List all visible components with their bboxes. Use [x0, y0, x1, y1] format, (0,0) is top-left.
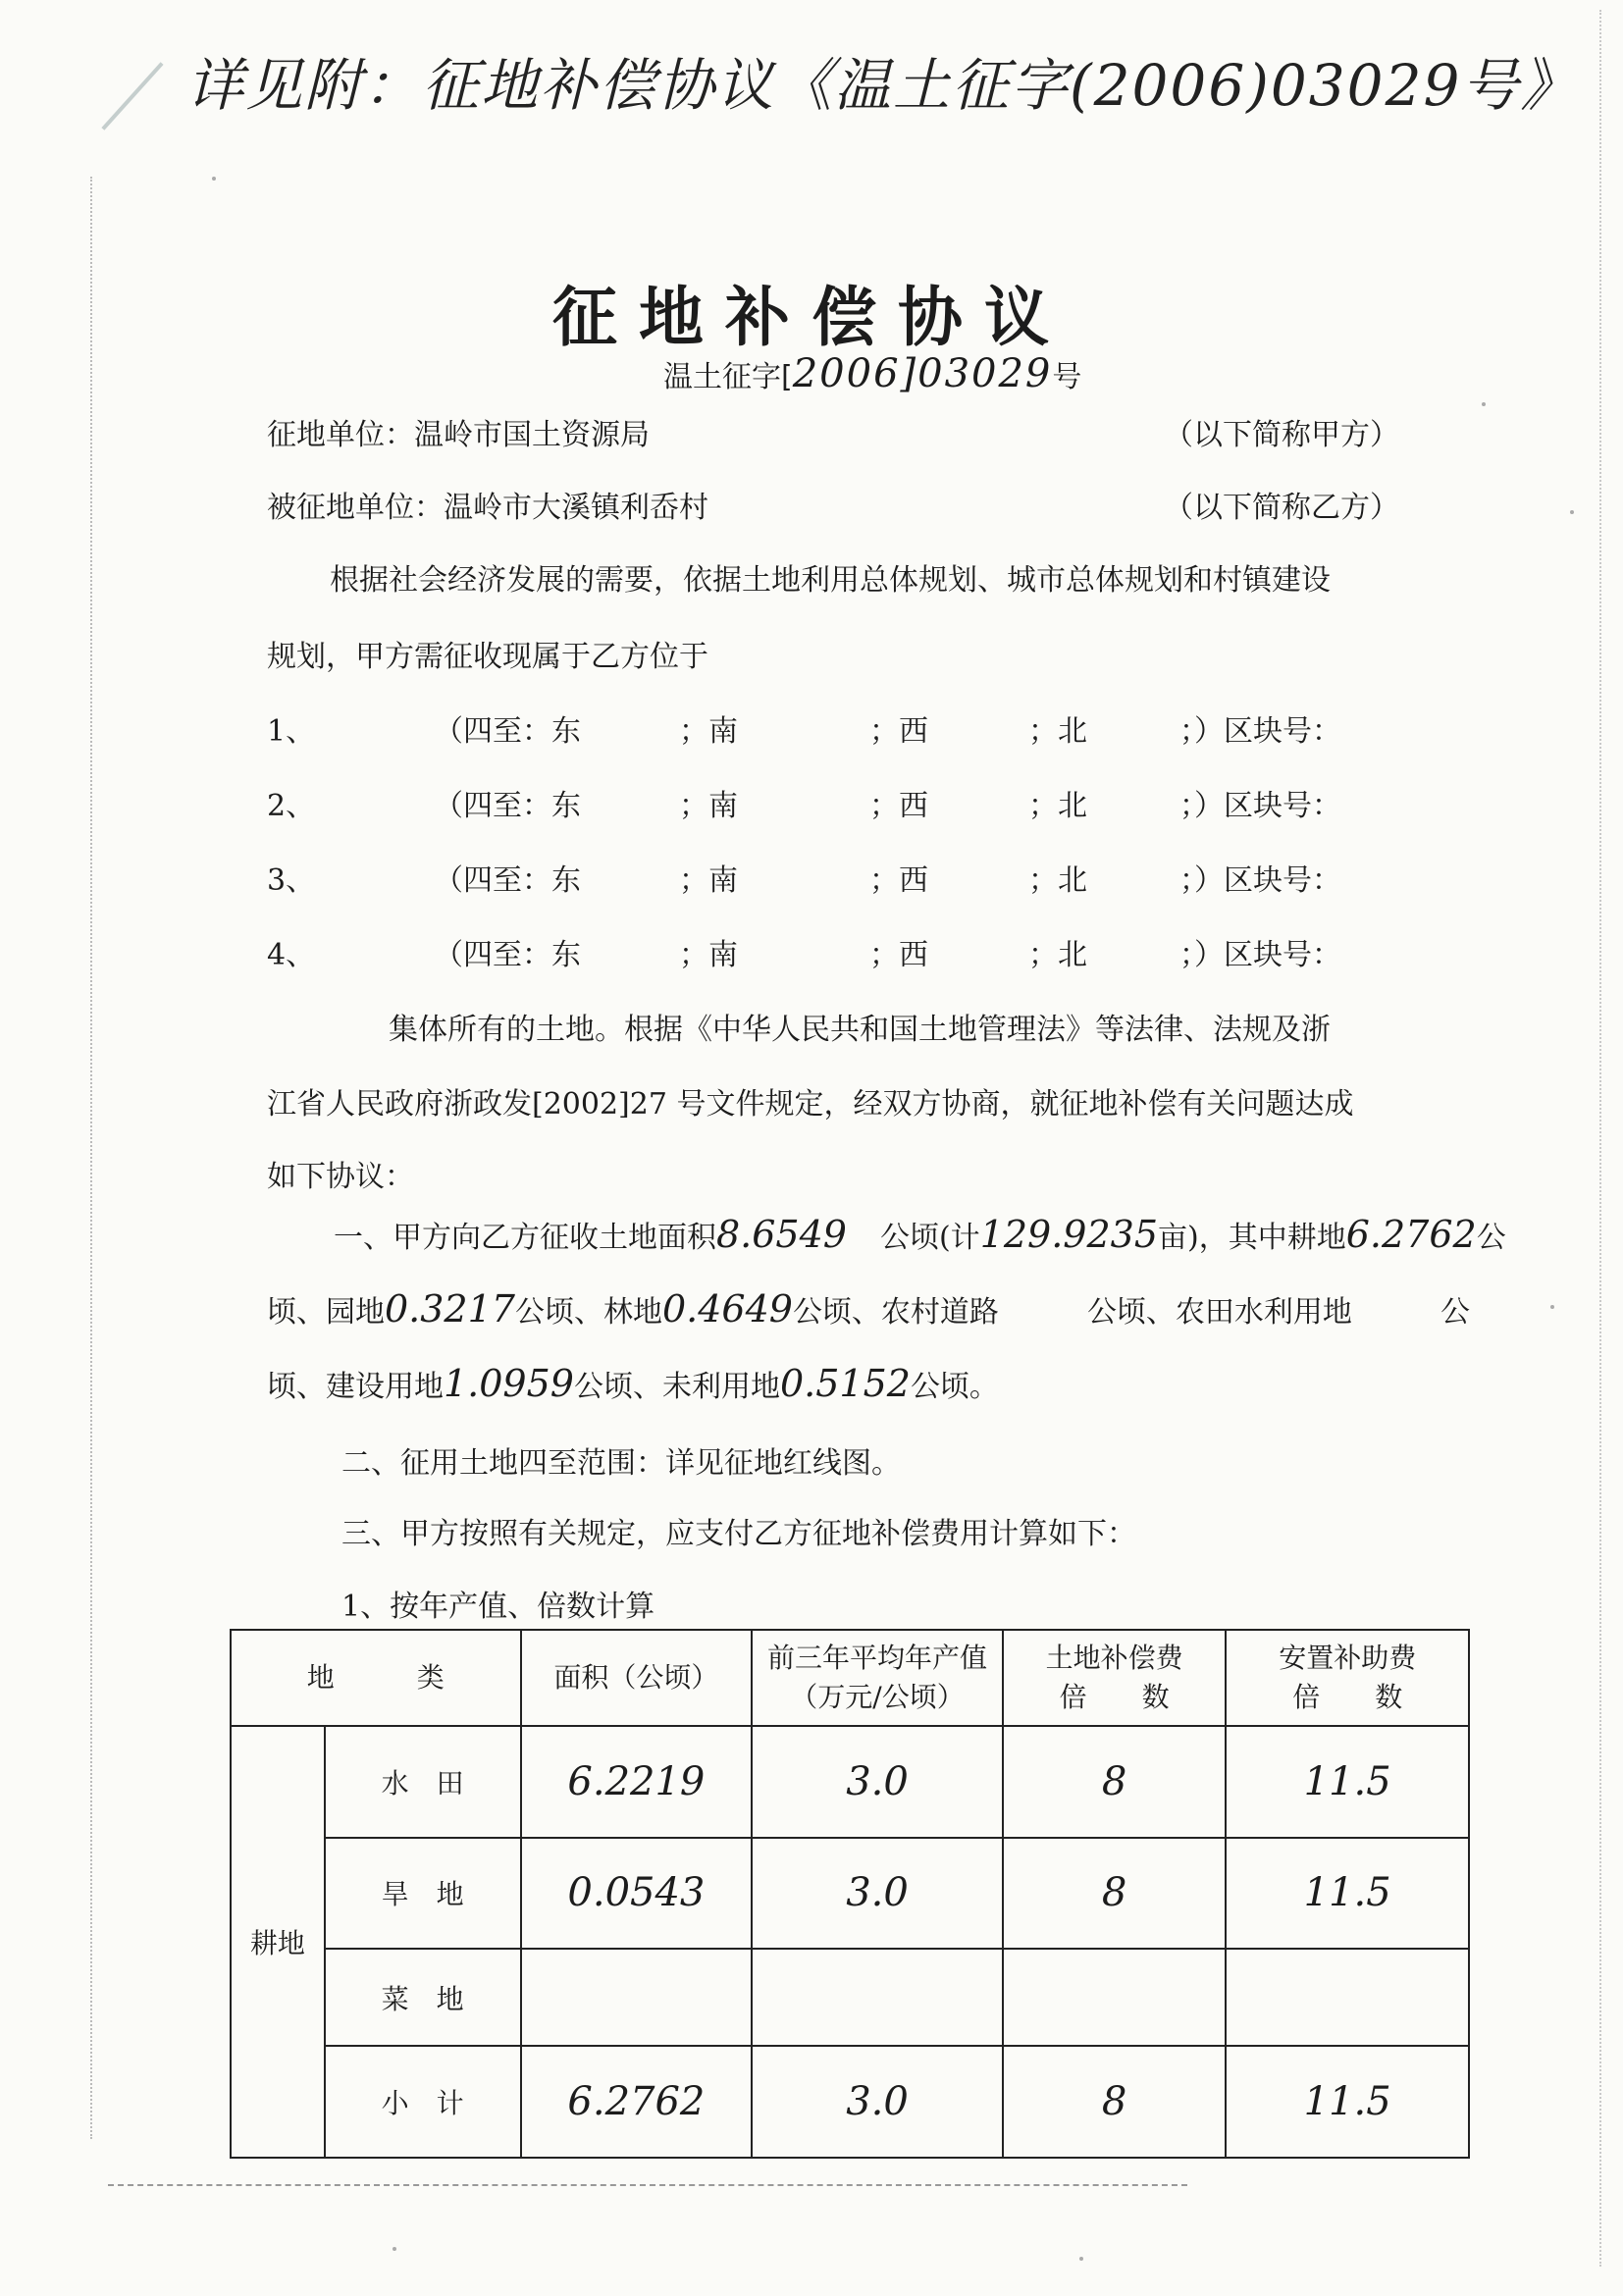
block-id-label: ；）区块号：	[1179, 863, 1341, 898]
resettle-multiple	[1226, 1949, 1469, 2046]
table-header-row	[231, 1630, 1469, 1726]
header-category: 地 类	[231, 1630, 521, 1726]
header-resettlement-line2: 倍 数	[1292, 1681, 1403, 1713]
document-title: 征地补偿协议	[552, 279, 1071, 355]
clause3: 三、甲方按照有关规定，应支付乙方征地补偿费用计算如下：	[341, 1517, 1136, 1551]
area-value	[521, 1949, 753, 2046]
clause1-text-d: 公	[1476, 1221, 1506, 1255]
output-value	[752, 1949, 1003, 2046]
header-area: 面积（公顷）	[521, 1630, 753, 1726]
resettle-multiple: 11.5	[1226, 1726, 1469, 1838]
acquirer-alias: （以下简称甲方）	[1164, 418, 1399, 452]
acquiree-name: 温岭市大溪镇利岙村	[444, 491, 708, 525]
doc-number-suffix: 号	[1052, 360, 1082, 394]
total-area-hand: 8.6549	[716, 1213, 847, 1256]
scan-speck	[1482, 402, 1486, 406]
total-mu-hand: 129.9235	[979, 1213, 1159, 1256]
arable-area-hand: 6.2762	[1345, 1213, 1477, 1256]
clause1-text-g: 公顷、农村道路	[792, 1295, 999, 1330]
area-value: 6.2219	[521, 1726, 753, 1838]
clause1-text-i: 公	[1440, 1295, 1470, 1330]
block-id-label: ；）区块号：	[1179, 938, 1341, 972]
comp-multiple: 8	[1003, 1838, 1227, 1950]
comp-multiple	[1003, 1949, 1227, 2046]
intro-line-2: 规划，甲方需征收现属于乙方位于	[267, 640, 708, 674]
clause1-line-2	[267, 1287, 1470, 1331]
header-compensation	[1003, 1630, 1227, 1726]
clause1-text-c: 亩)，其中耕地	[1158, 1221, 1346, 1255]
table-row	[231, 2046, 1469, 2158]
block-south: ；南	[679, 863, 738, 898]
clause1-text-k: 公顷、未利用地	[573, 1370, 780, 1404]
block-west: ；西	[869, 714, 928, 749]
resettle-multiple: 11.5	[1226, 1838, 1469, 1950]
land-type: 水 田	[325, 1726, 521, 1838]
block-north: ；北	[1028, 789, 1087, 823]
clause1-text-l: 公顷。	[910, 1370, 999, 1404]
scan-speck	[212, 177, 216, 181]
header-compensation-line2: 倍 数	[1059, 1681, 1170, 1713]
block-east: （四至：东	[434, 714, 581, 749]
block-north: ；北	[1028, 863, 1087, 898]
block-east: （四至：东	[434, 938, 581, 972]
block-number: 1、	[267, 714, 316, 749]
handwritten-reference-note: 详见附：征地补偿协议《温土征字(2006)03029号》	[186, 52, 1580, 119]
doc-number-handwritten: 2006]03029	[792, 351, 1053, 396]
document-number	[663, 351, 1081, 396]
output-value: 3.0	[752, 2046, 1003, 2158]
block-number: 2、	[267, 789, 316, 823]
doc-number-prefix: 温土征字[	[663, 360, 793, 394]
clause1-text-e: 顷、园地	[267, 1295, 385, 1330]
basis-line-3: 如下协议：	[267, 1160, 414, 1194]
scan-speck	[393, 2247, 396, 2251]
forest-area-hand: 0.4649	[661, 1287, 793, 1331]
block-north: ；北	[1028, 938, 1087, 972]
section1-heading: 1、按年产值、倍数计算	[341, 1590, 655, 1624]
block-east: （四至：东	[434, 863, 581, 898]
clause1-text-h: 公顷、农田水利用地	[1086, 1295, 1352, 1330]
block-north: ；北	[1028, 714, 1087, 749]
clause1-line-3	[267, 1362, 999, 1405]
acquiree-alias: （以下简称乙方）	[1164, 491, 1399, 525]
construction-area-hand: 1.0959	[444, 1362, 574, 1405]
block-west: ；西	[869, 789, 928, 823]
scan-speck	[1570, 510, 1574, 514]
comp-multiple: 8	[1003, 1726, 1227, 1838]
header-avg-output	[752, 1630, 1003, 1726]
clause1-text-f: 公顷、林地	[514, 1295, 662, 1330]
scan-speck	[1079, 2257, 1083, 2261]
header-avg-output-line1: 前三年平均年产值	[767, 1642, 988, 1674]
header-compensation-line1: 土地补偿费	[1045, 1642, 1183, 1674]
block-number: 4、	[267, 938, 316, 972]
land-type: 菜 地	[325, 1949, 521, 2046]
block-id-label: ；）区块号：	[1179, 789, 1341, 823]
acquiree-line	[267, 483, 708, 526]
block-south: ；南	[679, 938, 738, 972]
output-value: 3.0	[752, 1838, 1003, 1950]
table-row	[231, 1838, 1469, 1950]
acquirer-line	[267, 410, 650, 453]
block-number: 3、	[267, 863, 316, 898]
header-resettlement	[1226, 1630, 1469, 1726]
acquirer-label: 征地单位：	[267, 418, 414, 452]
pen-stroke-mark	[101, 62, 163, 130]
basis-line-2: 江省人民政府浙政发[2002]27 号文件规定，经双方协商，就征地补偿有关问题达成	[267, 1087, 1354, 1122]
block-west: ；西	[869, 938, 928, 972]
unused-area-hand: 0.5152	[779, 1362, 911, 1405]
area-value: 6.2762	[521, 2046, 753, 2158]
block-south: ；南	[679, 714, 738, 749]
resettle-multiple: 11.5	[1226, 2046, 1469, 2158]
basis-line-1: 集体所有的土地。根据《中华人民共和国土地管理法》等法律、法规及浙	[389, 1013, 1331, 1047]
block-south: ；南	[679, 789, 738, 823]
table-row	[231, 1949, 1469, 2046]
scan-speck	[1550, 1305, 1554, 1309]
compensation-table	[230, 1629, 1470, 2159]
scan-bottom-line	[108, 2184, 1187, 2186]
header-avg-output-line2: （万元/公顷）	[790, 1681, 965, 1713]
header-resettlement-line1: 安置补助费	[1279, 1642, 1417, 1674]
group-label: 耕地	[231, 1726, 325, 2158]
clause1-text-j: 顷、建设用地	[267, 1370, 444, 1404]
scan-edge-left	[90, 177, 94, 2139]
area-value: 0.0543	[521, 1838, 753, 1950]
clause1-line-1	[334, 1213, 1506, 1256]
clause1-text-a: 一、甲方向乙方征收土地面积	[334, 1221, 716, 1255]
land-type: 旱 地	[325, 1838, 521, 1950]
clause2: 二、征用土地四至范围：详见征地红线图。	[341, 1446, 901, 1481]
acquirer-name: 温岭市国土资源局	[414, 418, 650, 452]
comp-multiple: 8	[1003, 2046, 1227, 2158]
clause1-text-b: 公顷(计	[879, 1221, 980, 1255]
block-id-label: ；）区块号：	[1179, 714, 1341, 749]
acquiree-label: 被征地单位：	[267, 491, 444, 525]
garden-area-hand: 0.3217	[385, 1287, 515, 1331]
block-east: （四至：东	[434, 789, 581, 823]
land-type: 小 计	[325, 2046, 521, 2158]
intro-line-1: 根据社会经济发展的需要，依据土地利用总体规划、城市总体规划和村镇建设	[330, 563, 1331, 598]
table-row	[231, 1726, 1469, 1838]
block-west: ；西	[869, 863, 928, 898]
output-value: 3.0	[752, 1726, 1003, 1838]
